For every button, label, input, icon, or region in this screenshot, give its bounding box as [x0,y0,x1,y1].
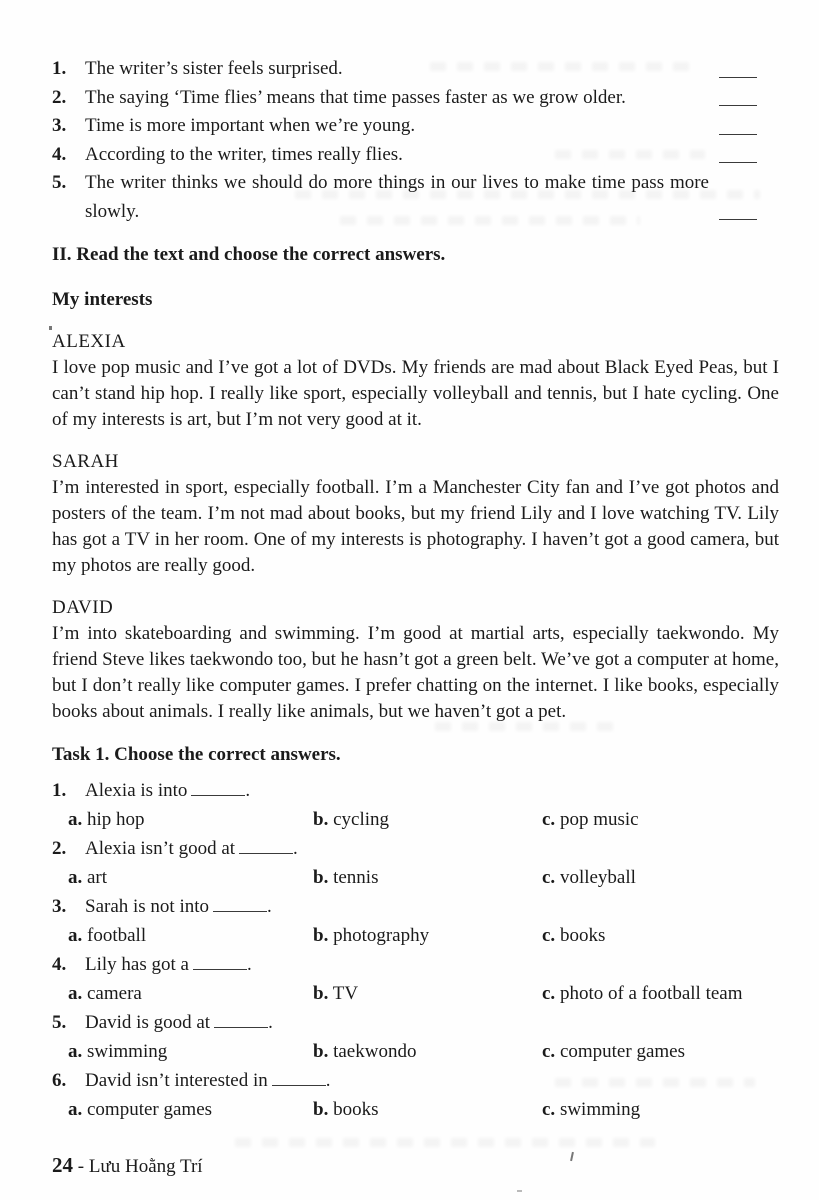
option-letter: a. [68,809,83,830]
speaker-sarah: SARAH [52,451,119,472]
option-text: taekwondo [333,1041,417,1062]
option-text: cycling [333,809,390,830]
option-text: photography [333,925,430,946]
option-text: art [87,867,108,888]
question-text: David is good at . [85,1012,273,1033]
statement-text: Time is more important when we’re young. [85,115,416,136]
question-number: 2. [52,838,67,859]
bleed-through-artifact [235,1138,655,1147]
option-text: computer games [87,1099,213,1120]
option-c [542,863,779,892]
option-a [68,805,313,834]
option-text: computer games [559,1041,685,1062]
question-stem [52,776,779,805]
statement-number: 3. [52,115,67,136]
question-stem-text: David isn’t interested in [85,1070,268,1091]
option-row [52,921,779,950]
option-a [68,921,313,950]
option-row [52,979,779,1008]
option-text: swimming [559,1099,641,1120]
option-letter: b. [313,1099,329,1120]
reading-title: My interests [52,289,153,310]
question-text: Sarah is not into . [85,896,272,917]
option-letter: a. [68,1099,83,1120]
fill-in-blank-line [239,840,293,854]
question-text: Lily has got a . [85,954,252,975]
question-stem [52,834,779,863]
answer-blank-line [719,77,757,78]
option-text: camera [87,983,142,1004]
option-row [52,1037,779,1066]
ink-speck [517,1190,522,1192]
option-letter: a. [68,983,83,1004]
option-letter: a. [68,925,83,946]
option-b [313,1095,542,1124]
speaker-alexia: ALEXIA [52,331,126,352]
option-text: TV [332,983,359,1004]
ink-speck [49,326,52,330]
question-stem [52,1008,779,1037]
statement-number: 1. [52,58,67,79]
question-stem [52,1066,779,1095]
question-stem-text: Sarah is not into [85,896,210,917]
question-number: 6. [52,1070,67,1091]
statement-5 [52,169,779,226]
option-c [542,1037,779,1066]
option-c [542,979,779,1008]
option-text: tennis [333,867,379,888]
option-text: football [87,925,147,946]
footer-author: - Lưu Hoằng Trí [77,1156,203,1177]
statement-number: 4. [52,143,67,165]
statement-text: The saying ‘Time flies’ means that time passes faster as we grow older. [85,86,626,108]
option-c [542,805,779,834]
fill-in-blank-line [214,1014,268,1028]
statement-4 [52,141,779,170]
option-letter: c. [542,1041,556,1062]
option-letter: c. [542,925,556,946]
statement-text: The writer’s sister feels surprised. [85,58,343,79]
statement-list [52,55,779,226]
answer-blank-line [719,219,757,220]
question-number: 4. [52,954,67,975]
section-heading: II. Read the text and choose the correct answers. [52,244,446,265]
option-c [542,921,779,950]
option-row [52,863,779,892]
option-a [68,863,313,892]
speaker-david: DAVID [52,597,114,618]
statement-text: The writer thinks we should do more things in our lives to make time pass more slowly. [85,172,709,222]
passage-sarah: I’m interested in sport, especially football. I’m a Manchester City fan and I’ve got photos and posters of the team. I’m not mad about books, but my friend Lily and I love watching TV. Lily has got a TV in her room. One of my interests is photography. I haven’t got a good camera, but my photos are really good. [52,477,779,576]
option-text: volleyball [559,867,636,888]
option-a [68,1037,313,1066]
option-text: books [559,925,606,946]
question-list [52,776,779,1124]
option-letter: b. [313,983,329,1004]
page-number: 24 [52,1153,73,1177]
question-text: Alexia is into . [85,780,251,801]
option-b [313,805,542,834]
option-letter: b. [313,1041,329,1062]
fill-in-blank-line [193,956,247,970]
option-letter: c. [542,809,556,830]
question-stem [52,950,779,979]
question-text: David isn’t interested in . [85,1070,331,1091]
statement-2 [52,84,779,113]
answer-blank-line [719,105,757,106]
passage-alexia: I love pop music and I’ve got a lot of DVDs. My friends are mad about Black Eyed Peas, but I can’t stand hip hop. I really like sport, especially volleyball and tennis, but I hate cycling. One of my interests is art, but I’m not very good at it. [52,357,779,430]
fill-in-blank-line [213,898,267,912]
question-number: 5. [52,1012,67,1033]
option-letter: b. [313,809,329,830]
question-1 [52,776,779,834]
question-stem-text: Alexia isn’t good at [85,838,236,859]
option-text: hip hop [87,809,145,830]
option-letter: c. [542,867,556,888]
answer-blank-line [719,162,757,163]
question-4 [52,950,779,1008]
question-number: 1. [52,780,67,801]
option-text: pop music [559,809,639,830]
page-footer [52,1152,779,1180]
passage-david: I’m into skateboarding and swimming. I’m good at martial arts, especially taekwondo. My friend Steve likes taekwondo too, but he hasn’t got a green belt. We’ve got a computer at home, but I don’t really like computer games. I prefer chatting on the internet. I like books, especially books about animals. I really like animals, but we haven’t got a pet. [52,623,779,722]
option-b [313,921,542,950]
statement-text: According to the writer, times really flies. [85,143,403,165]
option-b [313,1037,542,1066]
task-heading: Task 1. Choose the correct answers. [52,744,341,765]
statement-number: 2. [52,86,67,108]
option-b [313,863,542,892]
question-stem [52,892,779,921]
question-2 [52,834,779,892]
option-a [68,979,313,1008]
option-text: books [333,1099,379,1120]
question-3 [52,892,779,950]
question-number: 3. [52,896,67,917]
statement-1 [52,55,779,84]
fill-in-blank-line [272,1072,326,1086]
question-stem-text: David is good at [85,1012,211,1033]
question-stem-text: Alexia is into [85,780,188,801]
option-letter: a. [68,1041,83,1062]
option-b [313,979,542,1008]
option-letter: b. [313,925,329,946]
option-row [52,805,779,834]
option-c [542,1095,779,1124]
statement-3 [52,112,779,141]
option-letter: c. [542,1099,556,1120]
option-letter: a. [68,867,83,888]
option-letter: c. [542,983,556,1004]
question-stem-text: Lily has got a [85,954,189,975]
question-text: Alexia isn’t good at . [85,838,298,859]
option-letter: b. [313,867,329,888]
option-row [52,1095,779,1124]
option-a [68,1095,313,1124]
answer-blank-line [719,134,757,135]
option-text: photo of a football team [559,983,743,1004]
option-text: swimming [87,1041,168,1062]
question-6 [52,1066,779,1124]
statement-number: 5. [52,172,67,193]
question-5 [52,1008,779,1066]
fill-in-blank-line [191,782,245,796]
